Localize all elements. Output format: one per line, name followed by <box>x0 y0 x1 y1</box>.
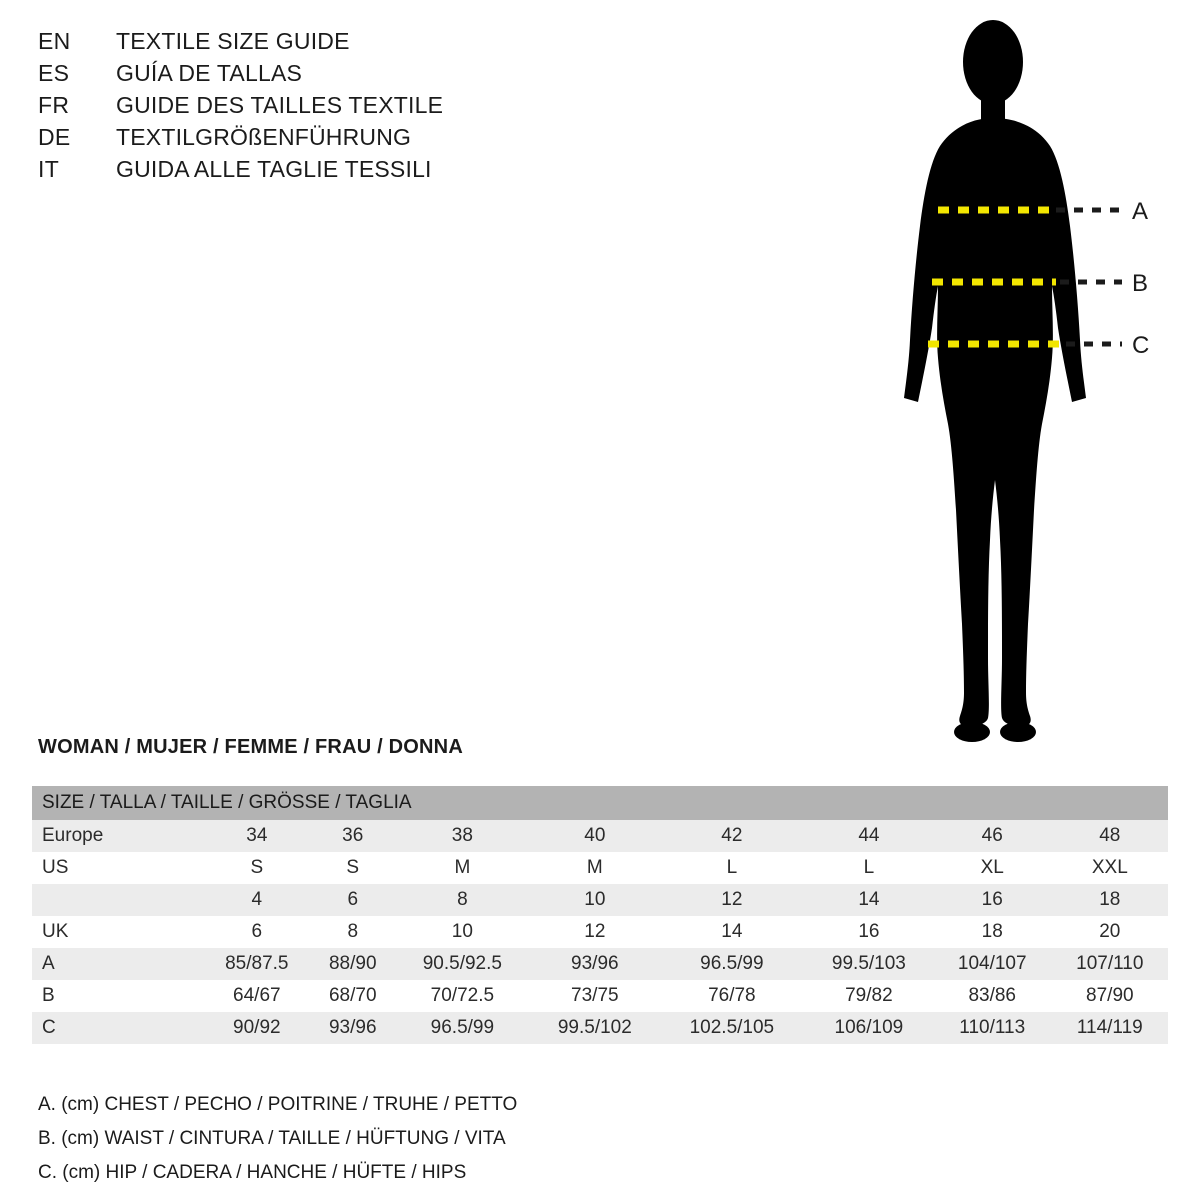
row-label: Europe <box>32 820 202 852</box>
table-cell: 73/75 <box>531 980 659 1012</box>
table-cell: 44 <box>805 820 933 852</box>
marker-label-b: B <box>1132 270 1149 297</box>
table-cell: 12 <box>531 916 659 948</box>
table-cell: 99.5/102 <box>531 1012 659 1044</box>
female-body-silhouette-icon <box>860 10 1190 750</box>
table-cell: 10 <box>394 916 531 948</box>
table-cell: 40 <box>531 820 659 852</box>
table-cell: 34 <box>202 820 312 852</box>
marker-label-c: C <box>1132 332 1150 359</box>
table-cell: 68/70 <box>312 980 394 1012</box>
table-cell: 4 <box>202 884 312 916</box>
table-cell: 106/109 <box>805 1012 933 1044</box>
table-cell: 85/87.5 <box>202 948 312 980</box>
table-cell: 42 <box>659 820 805 852</box>
table-cell: 90/92 <box>202 1012 312 1044</box>
table-cell: L <box>659 852 805 884</box>
table-cell: 8 <box>394 884 531 916</box>
language-title-block <box>38 28 678 188</box>
language-row <box>38 60 678 92</box>
table-cell: 20 <box>1052 916 1168 948</box>
table-cell: 8 <box>312 916 394 948</box>
table-cell: S <box>202 852 312 884</box>
table-cell: 107/110 <box>1052 948 1168 980</box>
table-row <box>32 980 1168 1012</box>
table-cell: 83/86 <box>933 980 1052 1012</box>
size-table <box>32 786 1168 1044</box>
table-cell: 38 <box>394 820 531 852</box>
table-cell: 93/96 <box>531 948 659 980</box>
table-row <box>32 852 1168 884</box>
table-cell: 93/96 <box>312 1012 394 1044</box>
table-cell: 6 <box>312 884 394 916</box>
row-label <box>32 884 202 916</box>
table-row <box>32 820 1168 852</box>
language-row <box>38 92 678 124</box>
row-label: C <box>32 1012 202 1044</box>
legend-line-c: C. (cm) HIP / CADERA / HANCHE / HÜFTE / HIPS <box>38 1162 467 1183</box>
row-label: US <box>32 852 202 884</box>
table-cell: 79/82 <box>805 980 933 1012</box>
legend-line-b: B. (cm) WAIST / CINTURA / TAILLE / HÜFTUNG / VITA <box>38 1128 506 1149</box>
language-code: FR <box>38 92 70 118</box>
row-label: A <box>32 948 202 980</box>
table-cell: L <box>805 852 933 884</box>
table-cell: 87/90 <box>1052 980 1168 1012</box>
table-cell: 16 <box>933 884 1052 916</box>
table-cell: 88/90 <box>312 948 394 980</box>
table-cell: XL <box>933 852 1052 884</box>
measurement-legend <box>38 1088 738 1190</box>
table-header-label: SIZE / TALLA / TAILLE / GRÖSSE / TAGLIA <box>32 786 1168 820</box>
measurement-figure <box>860 10 1190 750</box>
table-row <box>32 884 1168 916</box>
table-cell: 14 <box>659 916 805 948</box>
row-label: B <box>32 980 202 1012</box>
language-code: DE <box>38 124 71 150</box>
language-row <box>38 28 678 60</box>
table-row <box>32 948 1168 980</box>
language-code: IT <box>38 156 60 182</box>
table-cell: M <box>394 852 531 884</box>
table-cell: 99.5/103 <box>805 948 933 980</box>
table-cell: 10 <box>531 884 659 916</box>
table-cell: 96.5/99 <box>659 948 805 980</box>
table-cell: 110/113 <box>933 1012 1052 1044</box>
table-cell: S <box>312 852 394 884</box>
legend-line-a: A. (cm) CHEST / PECHO / POITRINE / TRUHE / PETTO <box>38 1094 518 1115</box>
language-code: ES <box>38 60 70 86</box>
table-cell: 48 <box>1052 820 1168 852</box>
table-cell: 46 <box>933 820 1052 852</box>
table-cell: 64/67 <box>202 980 312 1012</box>
table-cell: 96.5/99 <box>394 1012 531 1044</box>
table-cell: 76/78 <box>659 980 805 1012</box>
table-cell: 114/119 <box>1052 1012 1168 1044</box>
table-cell: 14 <box>805 884 933 916</box>
table-cell: 12 <box>659 884 805 916</box>
table-cell: 102.5/105 <box>659 1012 805 1044</box>
table-cell: 104/107 <box>933 948 1052 980</box>
language-row <box>38 156 678 188</box>
table-cell: 18 <box>1052 884 1168 916</box>
language-title: GUIDE DES TAILLES TEXTILE <box>116 92 444 118</box>
table-cell: XXL <box>1052 852 1168 884</box>
table-cell: 18 <box>933 916 1052 948</box>
table-cell: 36 <box>312 820 394 852</box>
language-title: GUIDA ALLE TAGLIE TESSILI <box>116 156 432 182</box>
language-title: GUÍA DE TALLAS <box>116 60 303 86</box>
language-code: EN <box>38 28 71 54</box>
language-title: TEXTILGRÖßENFÜHRUNG <box>116 124 412 150</box>
table-header-row <box>32 786 1168 820</box>
table-cell: 70/72.5 <box>394 980 531 1012</box>
marker-label-a: A <box>1132 198 1149 225</box>
table-cell: 6 <box>202 916 312 948</box>
table-cell: M <box>531 852 659 884</box>
language-row <box>38 124 678 156</box>
table-cell: 90.5/92.5 <box>394 948 531 980</box>
table-section-title: WOMAN / MUJER / FEMME / FRAU / DONNA <box>38 736 463 758</box>
row-label: UK <box>32 916 202 948</box>
table-cell: 16 <box>805 916 933 948</box>
table-row <box>32 916 1168 948</box>
table-row <box>32 1012 1168 1044</box>
language-title: TEXTILE SIZE GUIDE <box>116 28 350 54</box>
